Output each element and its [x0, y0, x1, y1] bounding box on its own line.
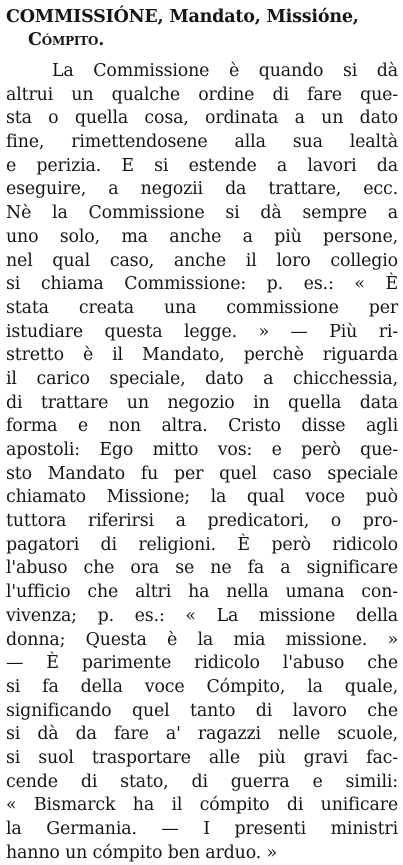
body-line-12: istudiare questa legge. » — Più ri- — [6, 321, 398, 342]
body-line-34: hanno un cómpito ben arduo. » — [6, 842, 277, 863]
entry-body — [6, 60, 398, 865]
body-line-29: si dà da fare a' ragazzi nelle scuole, — [6, 724, 398, 745]
body-line-27: si fa della voce Cómpito, la quale, — [6, 676, 398, 697]
body-line-23: l'ufficio che altri ha nella umana con- — [6, 582, 398, 603]
body-line-21: pagatori di religioni. È però ridicolo — [6, 534, 398, 555]
body-line-32: « Bismarck ha il cómpito di unificare — [6, 795, 398, 816]
body-line-22: l'abuso che ora se ne fa a significare — [6, 558, 398, 579]
body-line-24: vivenza; p. es.: « La missione della — [6, 605, 398, 626]
body-line-7: Nè la Commissione si dà sempre a — [6, 203, 398, 224]
body-line-16: forma e non altra. Cristo disse agli — [6, 416, 398, 437]
body-line-5: e perizia. E si estende a lavori da — [6, 155, 398, 176]
body-line-17: apostoli: Ego mitto vos: e però que- — [6, 440, 398, 460]
body-line-14: il carico speciale, dato a chicchessia, — [6, 368, 398, 389]
body-line-31: cende di stato, di guerra e simili: — [6, 771, 398, 792]
body-line-25: donna; Questa è la mia missione. » — [6, 629, 398, 650]
body-line-6: eseguire, a negozii da trattare, ecc. — [6, 179, 398, 200]
body-line-11: stata creata una commissione per — [6, 297, 398, 318]
body-line-2: altrui un qualche ordine di fare que- — [6, 84, 398, 105]
entry-heading-line-2: Cómpito. — [28, 30, 105, 50]
body-line-18: sto Mandato fu per quel caso speciale — [6, 463, 398, 484]
body-line-1: La Commissione è quando si dà — [52, 61, 398, 81]
body-line-20: tuttora riferirsi a predicatori, o pro- — [6, 511, 398, 532]
body-line-3: sta o quella cosa, ordinata a un dato — [6, 108, 398, 129]
body-line-8: uno solo, ma anche a più persone, — [6, 226, 398, 247]
body-line-19: chiamato Missione; la qual voce può — [6, 487, 398, 508]
body-line-9: nel qual caso, anche il loro collegio — [6, 250, 398, 271]
body-line-10: si chiama Commissione: p. es.: « È — [6, 274, 398, 295]
body-line-28: significando quel tanto di lavoro che — [6, 700, 398, 721]
body-line-33: la Germania. — I presenti ministri — [6, 819, 398, 839]
body-line-26: — È parimente ridicolo l'abuso che — [6, 653, 398, 674]
entry-heading-line-1: COMMISSIÓNE, Mandato, Missióne, — [6, 7, 359, 27]
body-line-30: si suol trasportare alle più gravi fac- — [6, 747, 398, 768]
entry-heading — [6, 6, 400, 52]
body-line-15: di trattare un negozio in quella data — [6, 392, 398, 413]
body-line-4: fine, rimettendosene alla sua lealtà — [6, 132, 398, 153]
body-line-13: stretto è il Mandato, perchè riguarda — [6, 345, 398, 366]
